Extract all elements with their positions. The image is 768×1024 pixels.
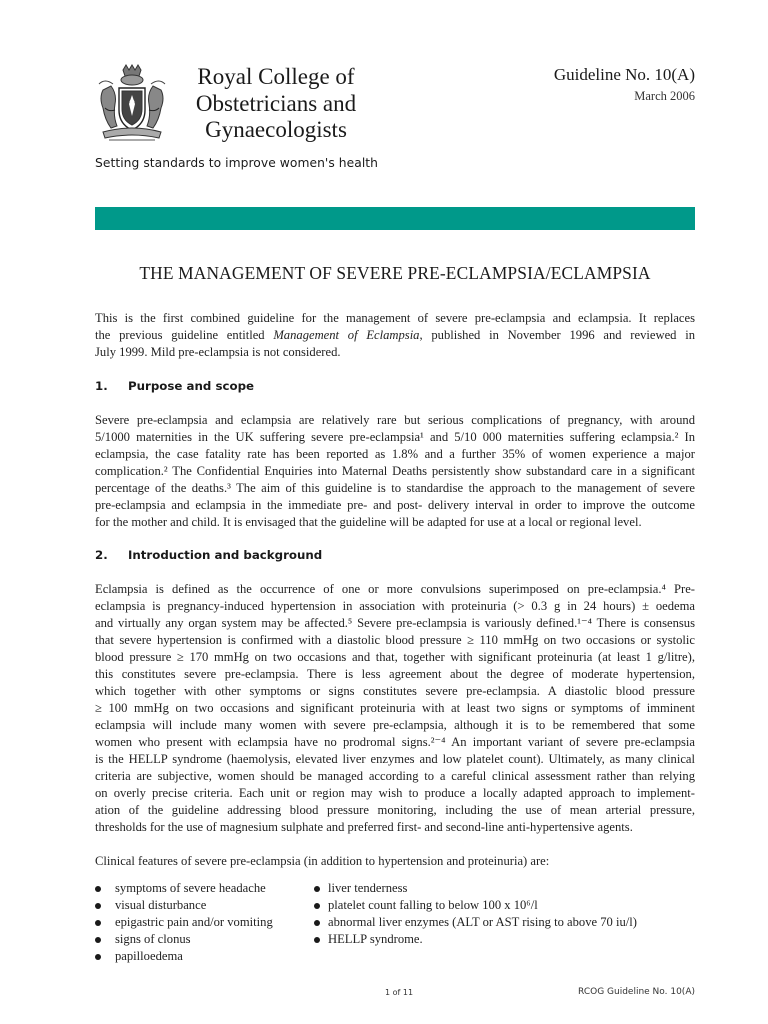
paragraph-line: that severe hypertension is confirmed with a diastolic blood pressure ≥ 110 mmHg on two occasions or systolic [95,633,695,647]
section-1-paragraph [95,412,695,531]
list-item [95,948,273,965]
list-item [95,914,273,931]
paragraph-line: and virtually any organ system may be affected.⁵ Severe pre-eclampsia is variously defined.¹⁻⁴ There is consensus [95,616,695,630]
list-item-text: symptoms of severe headache [115,881,266,895]
paragraph-line [95,327,695,344]
document-header [95,62,695,172]
paragraph-line: criteria are subjective, women should be managed according to a careful clinical assessment rather than relying [95,769,695,783]
document-title: THE MANAGEMENT OF SEVERE PRE-ECLAMPSIA/ECLAMPSIA [139,263,651,283]
paragraph-line: ≥ 100 mmHg on two occasions and significant proteinuria with at least two signs or symptoms of imminent [95,701,695,715]
paragraph-line: eclampsia, the case fatality rate has been reported as 1.8% and a further 35% of women experience a major [95,447,695,461]
college-name-line: Obstetricians and [195,90,357,116]
paragraph-line: pre-eclampsia and eclampsia in the immediate pre- and post- delivery interval in order to improve the outcome [95,498,695,512]
paragraph-line: Severe pre-eclampsia and eclampsia are relatively rare but serious complications of pregnancy, with around [95,413,695,427]
list-item [314,914,637,931]
paragraph-line: percentage of the deaths.³ The aim of this guideline is to standardise the approach to the management of severe [95,481,695,495]
bullet-icon [95,920,101,926]
paragraph-line: eclampsia is pregnancy-induced hypertension in association with proteinuria (> 0.3 g in 24 hours) ± oedema [95,599,695,613]
list-item-text: abnormal liver enzymes (ALT or AST rising to above 70 iu/l) [328,915,637,929]
paragraph-line: complication.² The Confidential Enquiries into Maternal Deaths persistently show substandard care in a significant [95,464,695,478]
list-item-text: visual disturbance [115,898,207,912]
cited-guideline-title: Management of Eclampsia [273,328,420,342]
paragraph-line: which together with other symptoms or signs constitutes severe pre-eclampsia. A diastolic blood pressure [95,684,695,698]
bullet-icon [95,937,101,943]
college-name-line: Royal College of [197,64,355,89]
college-name-line: Gynaecologists [205,117,347,142]
list-item [95,880,273,897]
paragraph-line: is the HELLP syndrome (haemolysis, elevated liver enzymes and low platelet count). Ultimately, as many clinical [95,752,695,766]
features-list-left [95,880,273,965]
paragraph-line: on overly precise criteria. Each unit or region may wish to produce a locally adapted approach to implement- [95,786,695,800]
list-item-text: liver tenderness [328,881,408,895]
guideline-date: March 2006 [634,89,695,103]
paragraph-line: 5/1000 maternities in the UK suffering severe pre-eclampsia¹ and 5/10 000 maternities suffering eclampsia.² In [95,430,695,444]
paragraph-line: ation of the guideline addressing blood pressure monitoring, including the use of mean arterial pressure, [95,803,695,817]
coat-of-arms-icon [95,64,169,142]
guideline-number: Guideline No. 10(A) [553,65,695,84]
paragraph-line: Clinical features of severe pre-eclampsia (in addition to hypertension and proteinuria) are: [95,854,550,868]
section-number: 1. [95,379,108,393]
footer-reference: RCOG Guideline No. 10(A) [578,987,695,997]
bullet-icon [95,886,101,892]
paragraph-line: This is the first combined guideline for the management of severe pre-eclampsia and eclampsia. It replaces [95,311,695,325]
bullet-icon [314,903,320,909]
paragraph-line: blood pressure ≥ 170 mmHg on two occasions and that, together with significant proteinuria (at least 1 g/litre), [95,650,695,664]
list-item [314,880,637,897]
list-item [95,931,273,948]
list-item [314,931,637,948]
bullet-icon [314,937,320,943]
text-run: the previous guideline entitled [95,328,274,342]
section-1-heading [95,379,254,393]
intro-paragraph [95,310,695,361]
college-name [185,64,367,144]
page-number: 1 of 11 [385,988,414,997]
section-title: Introduction and background [128,548,323,562]
paragraph-line: eclampsia will include many women with severe pre-eclampsia, although it is to be remembered that some [95,718,695,732]
bullet-icon [314,920,320,926]
paragraph-line: Eclampsia is defined as the occurrence of one or more convulsions superimposed on pre-eclampsia.⁴ Pre- [95,582,695,596]
list-item [95,897,273,914]
section-2-paragraph [95,581,695,836]
list-item-text: signs of clonus [115,932,191,946]
accent-bar [95,207,695,230]
list-item-text: papilloedema [115,949,183,963]
features-list-right [314,880,637,948]
paragraph-line: July 1999. Mild pre-eclampsia is not considered. [95,345,341,359]
paragraph-line: this constitutes severe pre-eclampsia. There is less agreement about the degree of moderate hypertension, [95,667,695,681]
list-item-text: platelet count falling to below 100 x 10⁶/l [328,898,538,912]
section-number: 2. [95,548,108,562]
tagline: Setting standards to improve women's health [95,156,379,170]
list-item-text: HELLP syndrome. [328,932,423,946]
text-run: , published in November 1996 and reviewed in [419,328,695,342]
section-title: Purpose and scope [128,379,255,393]
paragraph-line: thresholds for the use of magnesium sulphate and preferred first- and second-line anti-hypertensive agents. [95,820,633,834]
bullet-icon [95,954,101,960]
paragraph-line: women who present with eclampsia have no prodromal signs.²⁻⁴ An important variant of severe pre-eclampsia [95,735,695,749]
section-2-heading [95,548,322,562]
features-intro [95,853,695,870]
list-item-text: epigastric pain and/or vomiting [115,915,273,929]
list-item [314,897,637,914]
bullet-icon [314,886,320,892]
paragraph-line: for the mother and child. It is envisaged that the guideline will be adapted for use at a local or regional level. [95,515,642,529]
bullet-icon [95,903,101,909]
